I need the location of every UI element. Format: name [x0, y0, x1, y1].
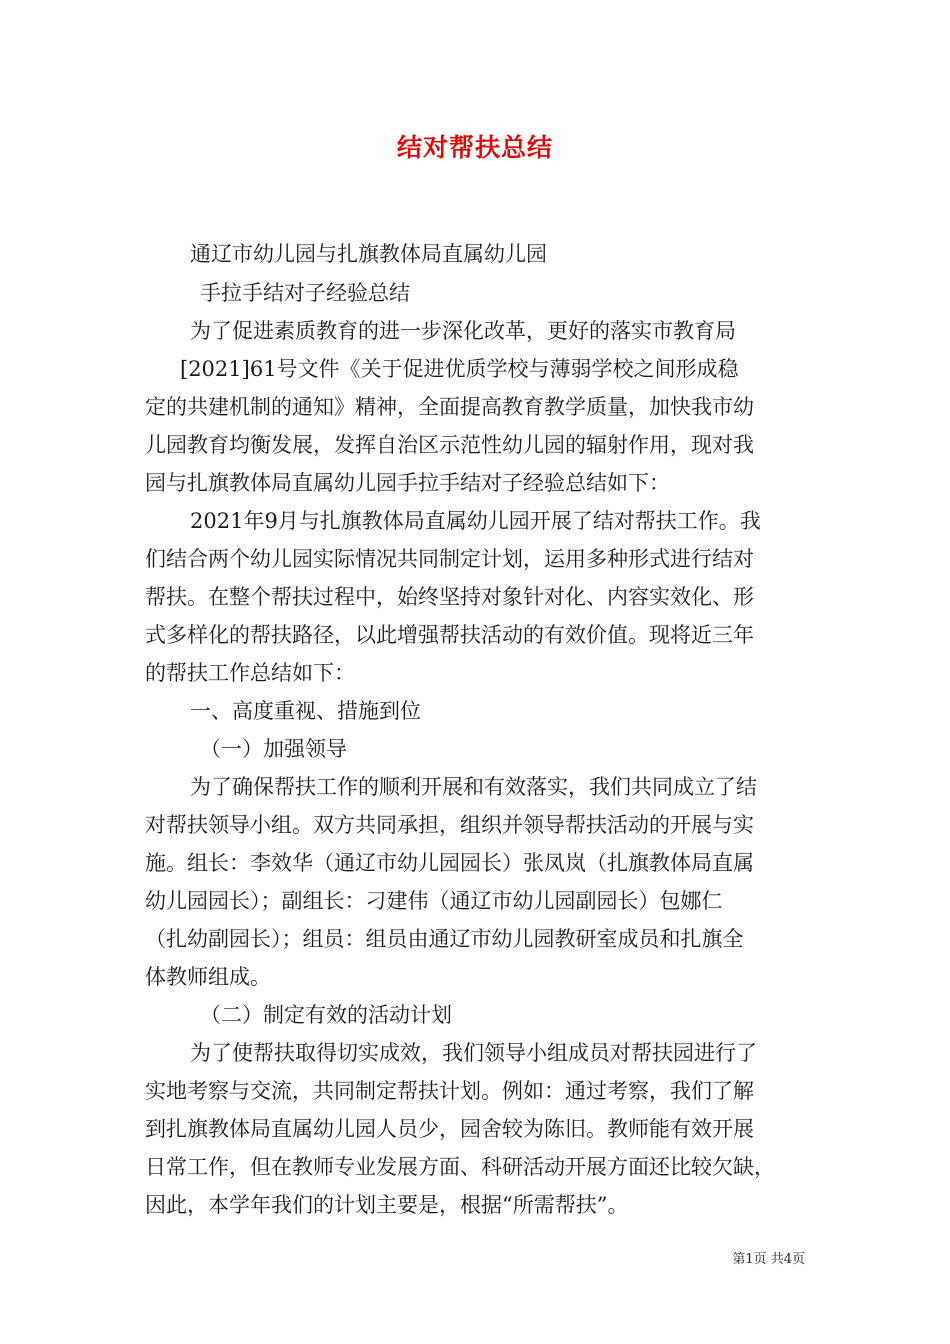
subsection-heading: （一）加强领导	[200, 737, 347, 761]
text-line: 定的共建机制的通知》精神，全面提高教育教学质量，加快我市幼	[145, 395, 754, 419]
text-line: 儿园教育均衡发展，发挥自治区示范性幼儿园的辐射作用，现对我	[145, 433, 754, 457]
text-line: 为了使帮扶取得切实成效，我们领导小组成员对帮扶园进行了	[190, 1041, 757, 1065]
text-line: （扎幼副园长）；组员：组员由通辽市幼儿园教研室成员和扎旗全	[145, 927, 744, 951]
text-line: 体教师组成。	[145, 965, 271, 989]
text-line: 施。组长：李效华（通辽市幼儿园园长）张凤岚（扎旗教体局直属	[145, 851, 754, 875]
text-line: 对帮扶领导小组。双方共同承担，组织并领导帮扶活动的开展与实	[145, 813, 754, 837]
text-line: 们结合两个幼儿园实际情况共同制定计划，运用多种形式进行结对	[145, 547, 754, 571]
text-line: 2021年9月与扎旗教体局直属幼儿园开展了结对帮扶工作。我	[190, 509, 761, 533]
subsection-heading: （二）制定有效的活动计划	[200, 1003, 452, 1027]
text-line: [2021]61号文件《关于促进优质学校与薄弱学校之间形成稳	[180, 357, 739, 381]
text-line: 帮扶。在整个帮扶过程中，始终坚持对象针对化、内容实效化、形	[145, 585, 754, 609]
page-number: 第1页 共4页	[732, 1252, 805, 1267]
text-line: 为了确保帮扶工作的顺利开展和有效落实，我们共同成立了结	[190, 775, 757, 799]
text-line: 日常工作，但在教师专业发展方面、科研活动开展方面还比较欠缺，	[145, 1155, 775, 1179]
text-line: 手拉手结对子经验总结	[200, 281, 410, 305]
text-line: 的帮扶工作总结如下：	[145, 661, 355, 685]
text-line: 到扎旗教体局直属幼儿园人员少，园舍较为陈旧。教师能有效开展	[145, 1117, 754, 1141]
text-line: 实地考察与交流，共同制定帮扶计划。例如：通过考察，我们了解	[145, 1079, 754, 1103]
document-title: 结对帮扶总结	[396, 133, 553, 162]
text-line: 为了促进素质教育的进一步深化改革，更好的落实市教育局	[190, 319, 736, 343]
text-line: 园与扎旗教体局直属幼儿园手拉手结对子经验总结如下：	[145, 471, 670, 495]
text-line: 幼儿园园长）；副组长：刁建伟（通辽市幼儿园副园长）包娜仁	[145, 889, 723, 913]
text-line: 通辽市幼儿园与扎旗教体局直属幼儿园	[190, 242, 547, 266]
text-line: 式多样化的帮扶路径，以此增强帮扶活动的有效价值。现将近三年	[145, 623, 754, 647]
text-line: 因此，本学年我们的计划主要是，根据“所需帮扶”。	[145, 1193, 629, 1217]
section-heading: 一、高度重视、措施到位	[190, 699, 421, 723]
